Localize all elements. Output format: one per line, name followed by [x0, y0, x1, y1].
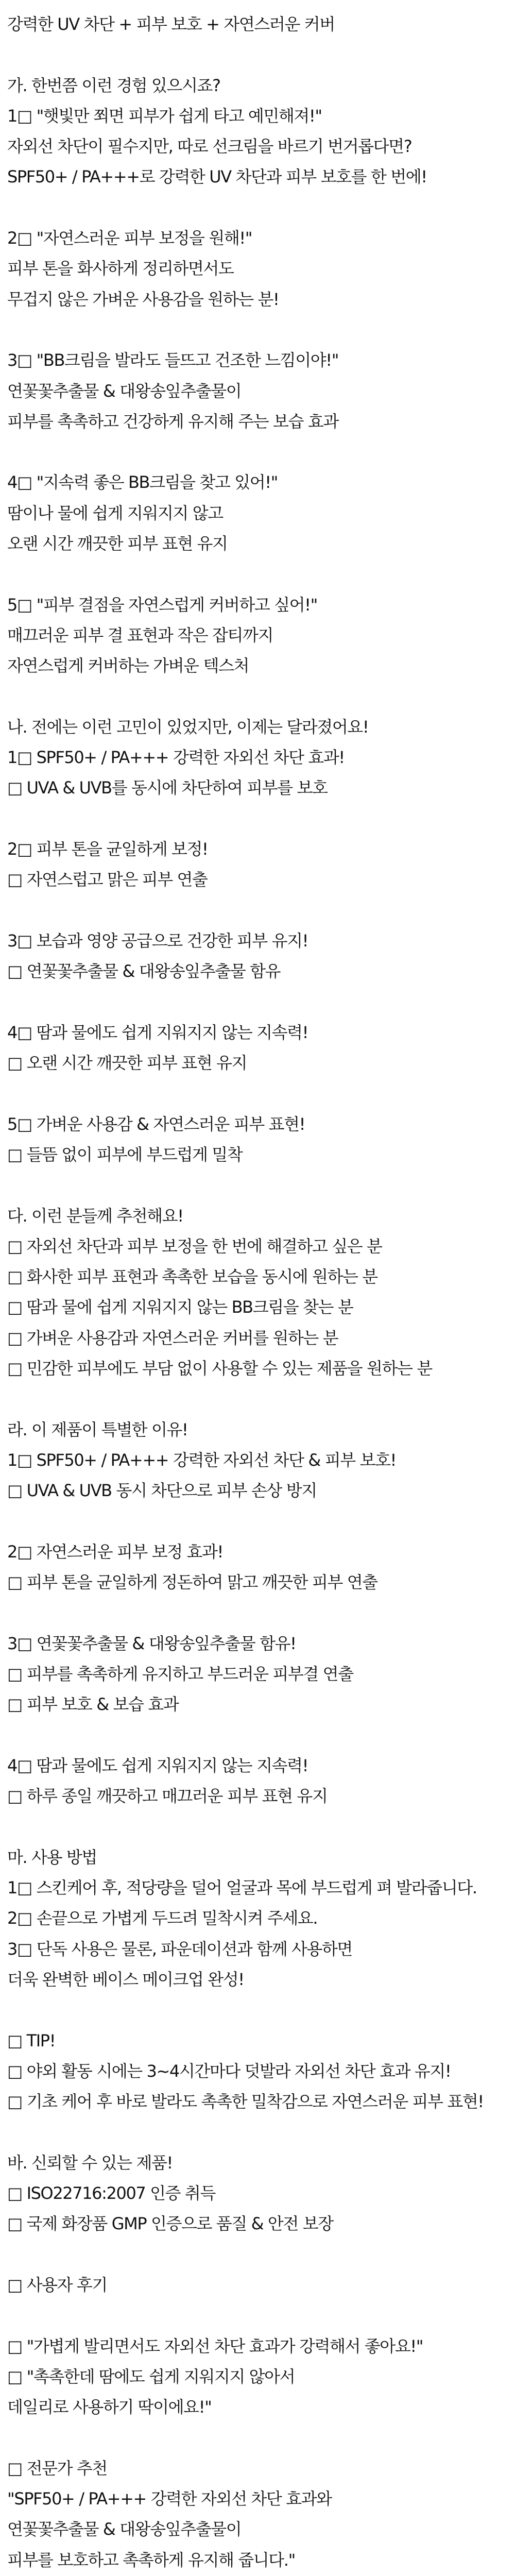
text-line: □ 국제 화장품 GMP 인증으로 품질 & 안전 보장: [7, 2214, 333, 2234]
text-line: [7, 1506, 510, 1537]
text-line: 1□ SPF50+ / PA+++ 강력한 자외선 차단 효과!: [7, 748, 345, 768]
text-line: [7, 1078, 510, 1109]
text-line: 다. 이런 분들께 추천해요!: [7, 1206, 183, 1226]
text-line: [7, 1598, 510, 1628]
text-line: 가. 한번쯤 이런 경험 있으시죠?: [7, 75, 220, 95]
text-line: 1□ "햇빛만 쬐면 피부가 쉽게 타고 예민해져!": [7, 106, 322, 126]
text-line: 3□ "BB크림을 발라도 들뜨고 건조한 느낌이야!": [7, 350, 339, 370]
text-line: 연꽃꽃추출물 & 대왕송잎추출물이: [7, 381, 242, 401]
text-line: □ 하루 종일 깨끗하고 매끄러운 피부 표현 유지: [7, 1786, 328, 1806]
text-line: □ "가볍게 발리면서도 자외선 차단 효과가 강력해서 좋아요!": [7, 2336, 423, 2356]
text-line: [7, 2240, 510, 2270]
text-line: □ ISO22716:2007 인증 취득: [7, 2183, 215, 2204]
text-line: [7, 1720, 510, 1751]
text-line: 강력한 UV 차단 + 피부 보호 + 자연스러운 커버: [7, 14, 335, 34]
text-line: [7, 804, 510, 834]
text-line: 4□ 땀과 물에도 쉽게 지워지지 않는 지속력!: [7, 1022, 308, 1042]
text-line: □ "촉촉한데 땀에도 쉽게 지워지지 않아서: [7, 2366, 295, 2386]
text-line: [7, 682, 510, 712]
text-line: □ 피부를 촉촉하게 유지하고 부드러운 피부결 연출: [7, 1664, 353, 1684]
text-line: 2□ 피부 톤을 균일하게 보정!: [7, 839, 208, 859]
text-line: [7, 2575, 510, 2576]
text-line: 4□ 땀과 물에도 쉽게 지워지지 않는 지속력!: [7, 1755, 308, 1775]
text-line: □ 전문가 추천: [7, 2458, 107, 2478]
text-line: 자연스럽게 커버하는 가벼운 텍스처: [7, 656, 249, 676]
text-line: "SPF50+ / PA+++ 강력한 자외선 차단 효과와: [7, 2489, 332, 2509]
text-line: 바. 신뢰할 수 있는 제품!: [7, 2153, 173, 2173]
text-line: □ 기초 케어 후 바로 발라도 촉촉한 밀착감으로 자연스러운 피부 표현!: [7, 2092, 484, 2112]
text-line: □ 가벼운 사용감과 자연스러운 커버를 원하는 분: [7, 1328, 338, 1348]
text-line: 마. 사용 방법: [7, 1847, 97, 1867]
text-line: 3□ 연꽃꽃추출물 & 대왕송잎추출물 함유!: [7, 1633, 296, 1653]
text-line: 1□ 스킨케어 후, 적당량을 덜어 얼굴과 목에 부드럽게 펴 발라줍니다.: [7, 1878, 477, 1898]
text-line: □ 화사한 피부 표현과 촉촉한 보습을 동시에 원하는 분: [7, 1267, 377, 1287]
text-line: □ 들뜸 없이 피부에 부드럽게 밀착: [7, 1144, 243, 1164]
text-line: 나. 전에는 이런 고민이 있었지만, 이제는 달라졌어요!: [7, 717, 369, 737]
text-line: 연꽃꽃추출물 & 대왕송잎추출물이: [7, 2519, 242, 2539]
text-line: □ 피부 톤을 균일하게 정돈하여 맑고 깨끗한 피부 연출: [7, 1572, 377, 1592]
text-line: [7, 987, 510, 1018]
text-line: 3□ 단독 사용은 물론, 파운데이션과 함께 사용하면: [7, 1939, 352, 1959]
text-line: □ TIP!: [7, 2030, 56, 2050]
text-line: [7, 40, 510, 70]
text-line: □ 민감한 피부에도 부담 없이 사용할 수 있는 제품을 원하는 분: [7, 1359, 432, 1379]
text-line: 자외선 차단이 필수지만, 따로 선크림을 바르기 번거롭다면?: [7, 137, 412, 157]
text-line: 2□ 자연스러운 피부 보정 효과!: [7, 1541, 223, 1562]
text-line: [7, 1170, 510, 1200]
text-line: □ 피부 보호 & 보습 효과: [7, 1694, 179, 1715]
text-line: 피부 톤을 화사하게 정리하면서도: [7, 259, 234, 279]
text-line: □ 사용자 후기: [7, 2275, 107, 2295]
text-line: 1□ SPF50+ / PA+++ 강력한 자외선 차단 & 피부 보호!: [7, 1450, 396, 1470]
text-line: [7, 2422, 510, 2453]
text-line: □ 자연스럽고 맑은 피부 연출: [7, 870, 208, 890]
text-line: 더욱 완벽한 베이스 메이크업 완성!: [7, 1970, 244, 1989]
text-line: □ 오랜 시간 깨끗한 피부 표현 유지: [7, 1053, 247, 1073]
text-line: □ 땀과 물에 쉽게 지워지지 않는 BB크림을 찾는 분: [7, 1297, 353, 1317]
product-description-text: [7, 9, 510, 2576]
text-line: [7, 559, 510, 589]
text-line: □ UVA & UVB를 동시에 차단하여 피부를 보호: [7, 778, 328, 798]
text-line: □ 야외 활동 시에는 3~4시간마다 덧발라 자외선 차단 효과 유지!: [7, 2061, 451, 2081]
text-line: [7, 193, 510, 223]
text-line: [7, 2117, 510, 2147]
text-line: 피부를 보호하고 촉촉하게 유지해 줍니다.": [7, 2550, 295, 2570]
text-line: 무겁지 않은 가벼운 사용감을 원하는 분!: [7, 289, 279, 309]
text-line: [7, 437, 510, 467]
text-line: [7, 895, 510, 926]
text-line: 5□ 가벼운 사용감 & 자연스러운 피부 표현!: [7, 1114, 305, 1134]
text-line: 4□ "지속력 좋은 BB크림을 찾고 있어!": [7, 472, 278, 493]
text-line: 2□ 손끝으로 가볍게 두드려 밀착시켜 주세요.: [7, 1908, 318, 1928]
text-line: 라. 이 제품이 특별한 이유!: [7, 1419, 188, 1439]
text-line: 3□ 보습과 영양 공급으로 건강한 피부 유지!: [7, 930, 308, 951]
text-line: □ UVA & UVB 동시 차단으로 피부 손상 방지: [7, 1481, 317, 1501]
text-line: 2□ "자연스러운 피부 보정을 원해!": [7, 228, 252, 248]
text-line: 땀이나 물에 쉽게 지워지지 않고: [7, 503, 223, 523]
text-line: □ 연꽃꽃추출물 & 대왕송잎추출물 함유: [7, 961, 281, 981]
text-line: 데일리로 사용하기 딱이에요!": [7, 2397, 212, 2417]
text-line: 오랜 시간 깨끗한 피부 표현 유지: [7, 534, 228, 554]
text-line: SPF50+ / PA+++로 강력한 UV 차단과 피부 보호를 한 번에!: [7, 167, 427, 187]
text-line: 5□ "피부 결점을 자연스럽게 커버하고 싶어!": [7, 595, 317, 615]
text-line: [7, 315, 510, 345]
text-line: [7, 1995, 510, 2025]
text-line: [7, 1812, 510, 1842]
text-line: 피부를 촉촉하고 건강하게 유지해 주는 보습 효과: [7, 411, 338, 431]
text-line: [7, 1384, 510, 1414]
text-line: □ 자외선 차단과 피부 보정을 한 번에 해결하고 싶은 분: [7, 1236, 382, 1256]
text-line: 매끄러운 피부 결 표현과 작은 잡티까지: [7, 625, 273, 645]
text-line: [7, 2300, 510, 2331]
